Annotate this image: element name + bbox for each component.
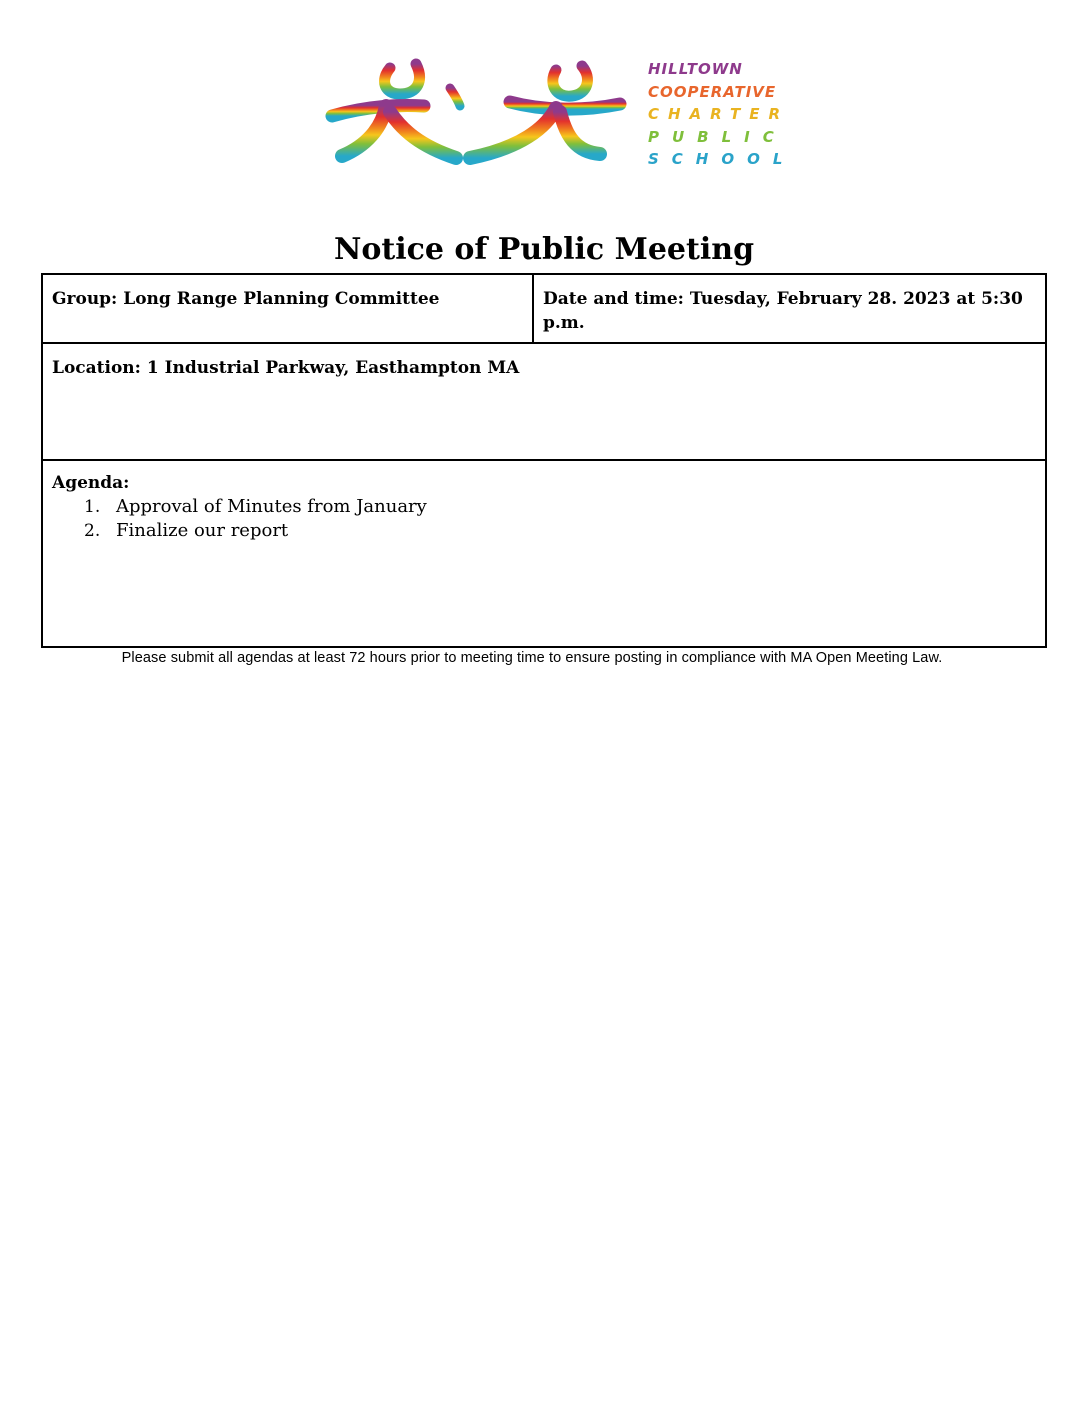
agenda-item-text: Finalize our report <box>116 520 289 541</box>
list-item <box>52 495 1036 519</box>
logo-figures-icon <box>320 50 635 185</box>
agenda-cell <box>42 460 1046 647</box>
agenda-list <box>52 495 1036 543</box>
table-row <box>42 274 1046 343</box>
table-row <box>42 460 1046 647</box>
meeting-details-table <box>41 273 1047 648</box>
page-title: Notice of Public Meeting <box>333 232 755 267</box>
logo-word-cooperative: COOPERATIVE <box>648 82 777 101</box>
school-logo <box>320 50 796 185</box>
logo-word-hilltown: HILLTOWN <box>648 60 743 78</box>
location-text: Location: 1 Industrial Parkway, Easthampton MA <box>52 358 520 378</box>
agenda-item-number: 1. <box>84 497 101 517</box>
date-time-text: Date and time: Tuesday, February 28. 2023 at 5:30 p.m. <box>543 289 1023 333</box>
location-cell <box>42 343 1046 460</box>
logo-wordmark <box>648 58 796 171</box>
date-time-cell <box>533 274 1046 343</box>
footer-note: Please submit all agendas at least 72 hours prior to meeting time to ensure posting in compliance with MA Open Meeting Law. <box>121 650 943 666</box>
agenda-label: Agenda: <box>52 473 130 493</box>
table-row <box>42 343 1046 460</box>
logo-word-school: SCHOOL <box>648 150 796 168</box>
logo-word-charter: CHARTER <box>648 105 790 123</box>
list-item <box>52 519 1036 543</box>
group-text: Group: Long Range Planning Committee <box>52 289 440 309</box>
agenda-item-text: Approval of Minutes from January <box>116 496 427 517</box>
agenda-item-number: 2. <box>84 521 101 541</box>
group-cell <box>42 274 533 343</box>
logo-word-public: PUBLIC <box>648 127 787 146</box>
